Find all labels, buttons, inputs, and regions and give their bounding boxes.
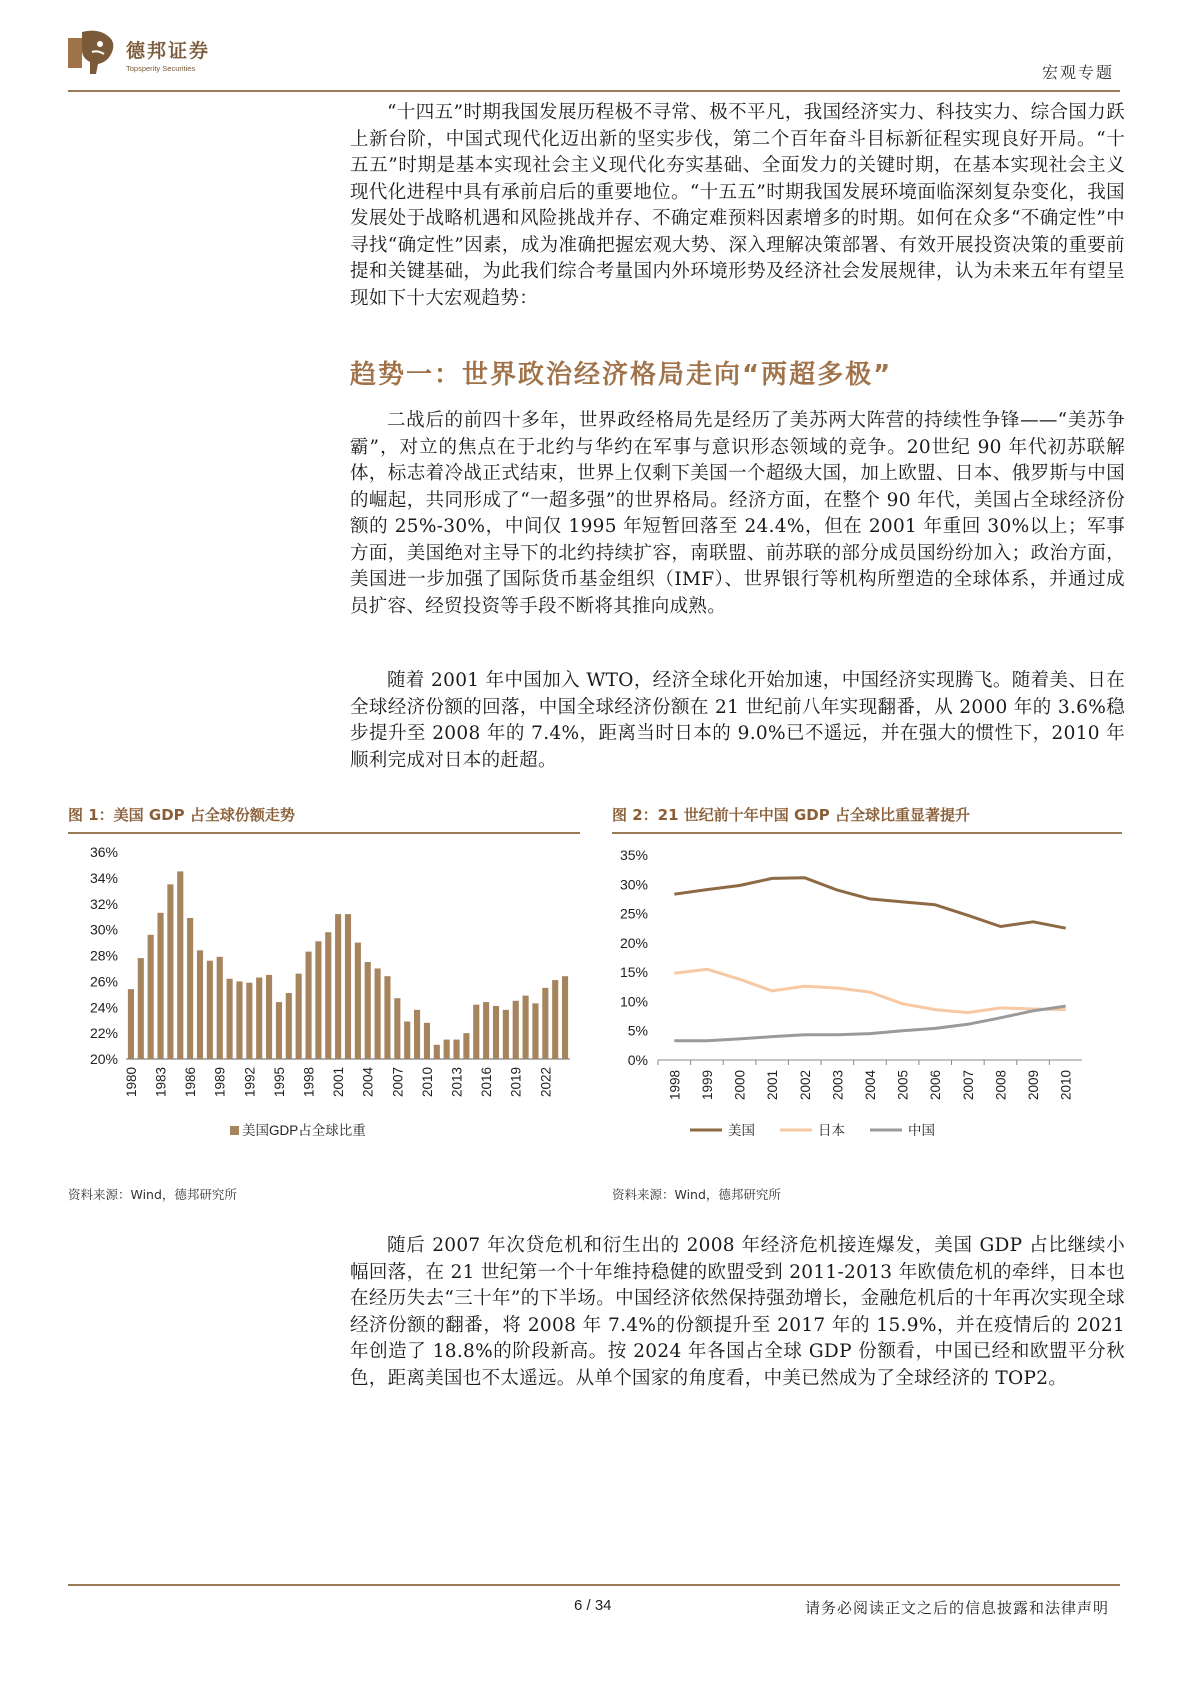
- x-tick-label: 2016: [479, 1067, 495, 1098]
- bar-2000: [325, 932, 331, 1059]
- company-logo: [68, 28, 210, 80]
- series-line-japan: [674, 969, 1065, 1012]
- y-tick-label: 30%: [619, 876, 648, 893]
- us-gdp-share-bar-chart: [68, 840, 580, 1170]
- bar-2020: [523, 996, 529, 1059]
- y-tick-label: 20%: [89, 1051, 118, 1067]
- page-header: [68, 22, 1120, 92]
- bar-2023: [552, 980, 558, 1059]
- x-tick-label: 1998: [301, 1067, 317, 1098]
- series-line-us: [674, 878, 1065, 928]
- bar-2001: [335, 914, 341, 1059]
- bar-2021: [532, 1003, 538, 1059]
- figure-1-title: 图 1：美国 GDP 占全球份额走势: [68, 806, 295, 824]
- bar-2014: [463, 1033, 469, 1059]
- x-tick-label: 2003: [830, 1070, 846, 1101]
- y-tick-label: 20%: [619, 934, 648, 951]
- y-tick-label: 25%: [619, 905, 648, 922]
- x-tick-label: 2007: [960, 1070, 976, 1101]
- y-tick-label: 30%: [89, 921, 118, 938]
- legend-label-us: 美国: [728, 1123, 755, 1138]
- bar-1981: [138, 958, 144, 1059]
- y-tick-label: 32%: [89, 895, 118, 912]
- bar-1993: [256, 977, 262, 1059]
- bar-2016: [483, 1002, 489, 1059]
- y-tick-label: 0%: [627, 1052, 648, 1068]
- y-tick-label: 15%: [619, 964, 648, 981]
- x-tick-label: 2007: [390, 1067, 406, 1098]
- bar-1987: [197, 950, 203, 1059]
- bar-1985: [177, 871, 183, 1059]
- bar-1995: [276, 1002, 282, 1059]
- x-tick-label: 2008: [993, 1070, 1009, 1101]
- legend-label-china: 中国: [908, 1123, 935, 1138]
- bar-2015: [473, 1005, 479, 1059]
- bar-1988: [207, 961, 213, 1059]
- x-tick-label: 1998: [667, 1070, 683, 1101]
- y-tick-label: 5%: [627, 1022, 648, 1039]
- bar-1984: [167, 884, 173, 1059]
- x-tick-label: 2002: [797, 1070, 813, 1101]
- y-tick-label: 36%: [89, 844, 118, 860]
- bar-2002: [345, 914, 351, 1059]
- figure-2-title: 图 2：21 世纪前十年中国 GDP 占全球比重显著提升: [612, 806, 970, 824]
- body-paragraph-crisis: 随后 2007 年次贷危机和衍生出的 2008 年经济危机接连爆发，美国 GDP 占比继续小幅回落，在 21 世纪第一个十年维持稳健的欧盟受到 2011-2013 年欧债危机的牵绊，日本也在经历失去“三十年”的下半场。中国经济依然保持强劲增长，金融危机后的十年再次实现全球经济份额的翻番，将 2008 年 7.4%的份额提升至 2017 年的 15.9%，并在疫情后的 2021 年创造了 18.8%的阶段新高。按 2024 年各国占全球 GDP 份额看，中国已经和欧盟平分秋色，距离美国也不太遥远。从单个国家的角度看，中美已然成为了全球经济的 TOP2。: [350, 1235, 1125, 1389]
- x-tick-label: 2001: [765, 1070, 781, 1101]
- bar-1982: [148, 935, 154, 1059]
- bar-2012: [444, 1040, 450, 1059]
- bar-2019: [513, 1001, 519, 1059]
- bar-2017: [493, 1006, 499, 1059]
- x-tick-label: 1983: [153, 1067, 169, 1098]
- figure-2-divider: [612, 832, 1122, 834]
- report-category: 宏观专题: [1041, 63, 1114, 82]
- bar-2013: [453, 1040, 459, 1059]
- x-tick-label: 2010: [1058, 1070, 1074, 1101]
- bar-2004: [365, 962, 371, 1059]
- legal-disclaimer: 请务必阅读正文之后的信息披露和法律声明: [804, 1599, 1109, 1617]
- bar-2022: [542, 988, 548, 1059]
- bar-1990: [227, 979, 233, 1059]
- bar-1998: [305, 952, 311, 1059]
- x-tick-label: 1986: [183, 1067, 199, 1098]
- logo-name-en: Topsperity Securities: [126, 63, 196, 73]
- legend-label-japan: 日本: [818, 1123, 845, 1138]
- intro-paragraph: “十四五”时期我国发展历程极不寻常、极不平凡，我国经济实力、科技实力、综合国力跃上新台阶，中国式现代化迈出新的坚实步伐，第二个百年奋斗目标新征程实现良好开局。“十五五”时期是基本实现社会主义现代化夯实基础、全面发力的关键时期，在基本实现社会主义现代化进程中具有承前启后的重要地位。“十五五”时期我国发展环境面临深刻复杂变化，我国发展处于战略机遇和风险挑战并存、不确定难预料因素增多的时期。如何在众多“不确定性”中寻找“确定性”因素，成为准确把握宏观大势、深入理解决策部署、有效开展投资决策的重要前提和关键基础，为此我们综合考量国内外环境形势及经济社会发展规律，认为未来五年有望呈现如下十大宏观趋势：: [350, 102, 1125, 309]
- figure-1-divider: [68, 832, 580, 834]
- bar-2010: [424, 1023, 430, 1059]
- bar-2024: [562, 976, 568, 1059]
- x-tick-label: 2006: [928, 1070, 944, 1101]
- x-tick-label: 2010: [419, 1067, 435, 1098]
- y-tick-label: 34%: [89, 869, 118, 886]
- x-tick-label: 1989: [212, 1067, 228, 1098]
- bar-1986: [187, 918, 193, 1059]
- x-tick-label: 1980: [123, 1067, 139, 1098]
- bar-2007: [394, 998, 400, 1059]
- x-tick-label: 2000: [732, 1070, 748, 1101]
- bar-2009: [414, 1010, 420, 1059]
- bar-1996: [286, 993, 292, 1059]
- x-tick-label: 2001: [331, 1067, 347, 1098]
- legend-label: 美国GDP占全球比重: [242, 1123, 366, 1138]
- footer-divider: [68, 1584, 1120, 1586]
- legend-swatch: [230, 1126, 239, 1135]
- bar-2018: [503, 1010, 509, 1059]
- bar-1991: [236, 981, 242, 1059]
- body-paragraph-postwar: 二战后的前四十多年，世界政经格局先是经历了美苏两大阵营的持续性争锋——“美苏争霸”，对立的焦点在于北约与华约在军事与意识形态领域的竞争。20世纪 90 年代初苏联解体，标志着冷战正式结束，世界上仅剩下美国一个超级大国，加上欧盟、日本、俄罗斯与中国的崛起，共同形成了“一超多强”的世界格局。经济方面，在整个 90 年代，美国占全球经济份额的 25%-30%，中间仅 1995 年短暂回落至 24.4%，但在 2001 年重回 30%以上；军事方面，美国绝对主导下的北约持续扩容，南联盟、前苏联的部分成员国纷纷加入；政治方面，美国进一步加强了国际货币基金组织（IMF）、世界银行等机构所塑造的全球体系，并通过成员扩容、经贸投资等手段不断将其推向成熟。: [350, 410, 1125, 617]
- logo-name-cn: 德邦证券: [126, 39, 211, 62]
- figure-1-source: 资料来源：Wind，德邦研究所: [68, 1187, 237, 1202]
- bar-1999: [315, 941, 321, 1059]
- gdp-share-line-chart: [612, 840, 1122, 1170]
- bar-1994: [266, 975, 272, 1059]
- y-tick-label: 26%: [89, 973, 118, 990]
- series-line-china: [674, 1006, 1065, 1041]
- bar-2008: [404, 1021, 410, 1059]
- logo-mark-icon: [68, 28, 120, 80]
- x-tick-label: 2005: [895, 1070, 911, 1101]
- bar-1980: [128, 989, 134, 1059]
- body-paragraph-wto: 随着 2001 年中国加入 WTO，经济全球化开始加速，中国经济实现腾飞。随着美、日在全球经济份额的回落，中国全球经济份额在 21 世纪前八年实现翻番，从 2000 年的 3.6%稳步提升至 2008 年的 7.4%，距离当时日本的 9.0%已不遥远，并在强大的惯性下，2010 年顺利完成对日本的赶超。: [350, 670, 1125, 771]
- header-divider: [68, 90, 1120, 92]
- y-tick-label: 10%: [619, 993, 648, 1010]
- x-tick-label: 2022: [538, 1067, 554, 1098]
- x-tick-label: 1995: [271, 1067, 287, 1098]
- x-tick-label: 1992: [242, 1067, 258, 1098]
- y-tick-label: 22%: [89, 1025, 118, 1042]
- bar-2006: [384, 976, 390, 1059]
- x-tick-label: 2004: [360, 1067, 376, 1098]
- bar-2003: [355, 943, 361, 1059]
- y-tick-label: 35%: [619, 847, 648, 863]
- section-title: 趋势一：世界政治经济格局走向“两超多极”: [350, 360, 893, 390]
- x-tick-label: 1999: [699, 1070, 715, 1101]
- bar-1997: [296, 974, 302, 1059]
- x-tick-label: 2019: [508, 1067, 524, 1098]
- bar-1989: [217, 957, 223, 1059]
- x-tick-label: 2004: [863, 1070, 878, 1101]
- bar-1983: [157, 913, 163, 1059]
- x-tick-label: 2013: [449, 1067, 465, 1098]
- bar-2011: [434, 1045, 440, 1059]
- y-tick-label: 24%: [89, 999, 118, 1016]
- bar-1992: [246, 983, 252, 1059]
- page-number: 6 / 34: [574, 1597, 612, 1614]
- x-tick-label: 2009: [1026, 1070, 1042, 1101]
- figure-2-source: 资料来源：Wind，德邦研究所: [612, 1187, 781, 1202]
- bar-2005: [375, 968, 381, 1059]
- y-tick-label: 28%: [89, 947, 118, 964]
